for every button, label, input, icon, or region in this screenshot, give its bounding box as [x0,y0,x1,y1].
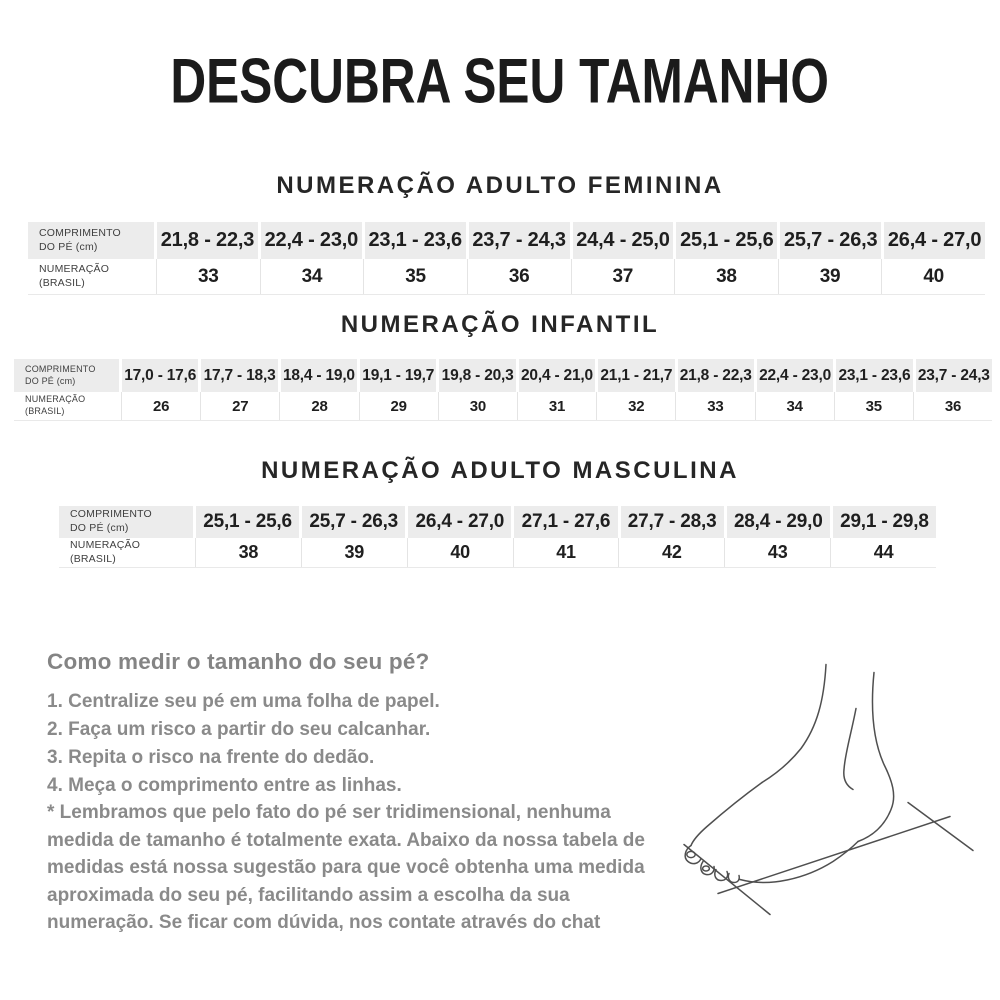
length-cell-value: 21,8 - 22,3 [160,229,255,251]
size-cell-value: 32 [628,397,645,415]
size-cell [201,392,280,420]
row-label-line: (BRASIL) [39,276,85,289]
size-table-infantil [14,359,992,421]
size-cell [572,259,676,294]
row-label-line: DO PÉ (cm) [39,240,98,253]
length-cell [201,359,280,392]
length-cell-value: 22,4 - 23,0 [759,366,832,384]
length-cell [302,506,408,538]
size-cell-value: 34 [786,397,803,415]
measure-line-sole [718,817,950,894]
length-cell [439,359,518,392]
row-label-cell [14,392,122,420]
size-cell-value: 33 [707,397,724,415]
size-cell [756,392,835,420]
row-sizes [59,538,936,568]
length-cell-value: 28,4 - 29,0 [733,511,823,532]
size-cell [157,259,261,294]
length-cell [727,506,833,538]
foot-back-leg-line [858,673,894,842]
length-cell [196,506,302,538]
length-cell [514,506,620,538]
row-lengths [14,359,992,392]
length-cell-value: 20,4 - 21,0 [521,366,593,384]
size-cell [725,538,831,567]
length-cell-value: 26,4 - 27,0 [415,511,505,532]
length-cell-value: 22,4 - 23,0 [264,229,359,251]
length-cell-value: 19,1 - 19,7 [362,366,435,384]
row-sizes [14,392,992,421]
size-table-feminina [28,222,985,295]
length-cell-value: 21,1 - 21,7 [600,366,673,384]
length-cell [122,359,201,392]
length-cell-value: 27,7 - 28,3 [627,511,717,532]
foot-measurement-drawing [678,662,988,937]
size-cell [779,259,883,294]
row-lengths [59,506,936,538]
size-cell [302,538,408,567]
foot-toenail-2 [703,866,710,871]
row-label-line: NUMERAÇÃO [25,394,86,405]
size-cell [676,392,755,420]
length-cell [573,222,677,259]
size-cell-value: 42 [662,542,682,562]
length-cell [408,506,514,538]
length-cell [598,359,677,392]
row-sizes [28,259,985,295]
length-cell [469,222,573,259]
length-cell-value: 25,1 - 25,6 [203,511,292,532]
row-lengths [28,222,985,259]
size-cell [619,538,725,567]
length-cell-value: 23,1 - 23,6 [838,366,911,384]
length-cell [281,359,360,392]
foot-front-leg-line [762,665,826,783]
size-cell-value: 40 [923,265,945,287]
length-cell-value: 19,8 - 20,3 [441,366,514,384]
size-cell-value: 33 [197,265,219,287]
size-cell-value: 39 [344,542,365,562]
size-cell-value: 36 [944,397,962,415]
length-cell-value: 18,4 - 19,0 [282,366,355,384]
row-label-cell [59,506,196,538]
row-label-line: DO PÉ (cm) [70,522,129,534]
howto-step-4: 4. Meça o comprimento entre as linhas. [47,775,402,796]
row-label-line: (BRASIL) [70,552,116,565]
size-cell [835,392,914,420]
length-cell-value: 24,4 - 25,0 [576,229,670,251]
size-cell [675,259,779,294]
length-cell-value: 23,7 - 24,3 [472,229,566,251]
size-cell [196,538,302,567]
length-cell [621,506,727,538]
length-cell [833,506,936,538]
size-cell-value: 35 [405,265,426,287]
row-label-cell [28,259,157,294]
row-label-cell [28,222,157,259]
howto-steps [47,688,440,800]
foot-ankle-inner-line [844,709,856,790]
length-cell [676,222,780,259]
size-cell [831,538,936,567]
size-cell-value: 37 [612,265,634,287]
size-cell-value: 43 [767,542,788,562]
length-cell [884,222,985,259]
size-cell-value: 29 [390,397,407,415]
measurement-disclaimer-note: * Lembramos que pelo fato do pé ser tridimensional, nenhuma medida de tamanho é totalmente exata. Abaixo da nossa tabela de medidas está nossa sugestão para que você obtenha uma medida aproximada do seu pé, facilitando assim a escolha da sua numeração. Se ficar com dúvida, nos contate através do chat [47,802,645,933]
row-label-line: NUMERAÇÃO [39,262,110,275]
foot-sole-line [740,842,858,883]
size-cell-value: 35 [865,397,882,415]
length-cell-value: 17,0 - 17,6 [124,366,197,384]
size-cell-value: 34 [301,265,323,287]
length-cell-value: 25,7 - 26,3 [309,511,399,532]
length-cell-value: 26,4 - 27,0 [887,229,982,251]
size-cell [364,259,468,294]
page-title [0,46,1000,117]
section-heading-infantil: NUMERAÇÃO INFANTIL [340,311,660,338]
size-cell-value: 28 [311,397,328,415]
length-cell [365,222,469,259]
row-label-line: NUMERAÇÃO [70,538,141,551]
size-cell [597,392,676,420]
size-cell-value: 26 [152,397,170,415]
length-cell [780,222,884,259]
row-label-line: COMPRIMENTO [25,363,96,374]
howto-step-1: 1. Centralize seu pé em uma folha de papel. [47,691,440,712]
measure-line-toe-cross [684,845,770,915]
row-label-cell [14,359,122,392]
row-label-line: DO PÉ (cm) [25,375,76,386]
length-cell [678,359,757,392]
size-cell [280,392,359,420]
length-cell-value: 23,7 - 24,3 [917,366,990,384]
size-cell-value: 38 [238,542,259,562]
length-cell-value: 25,7 - 26,3 [783,229,878,251]
size-cell-value: 38 [716,265,737,287]
length-cell [916,359,992,392]
length-cell [360,359,439,392]
length-cell-value: 17,7 - 18,3 [203,366,276,384]
size-cell [261,259,365,294]
size-cell [439,392,518,420]
size-cell-value: 30 [469,397,486,415]
section-heading-feminina: NUMERAÇÃO ADULTO FEMININA [276,172,724,199]
size-table-masculina [59,506,936,568]
howto-step-3: 3. Repita o risco na frente do dedão. [47,747,375,768]
size-cell [468,259,572,294]
howto-step-2: 2. Faça um risco a partir do seu calcanhar. [47,719,431,740]
size-cell [882,259,985,294]
length-cell [157,222,261,259]
length-cell-value: 21,8 - 22,3 [679,366,752,384]
length-cell-value: 29,1 - 29,8 [840,511,929,532]
size-cell-value: 44 [873,542,894,562]
size-cell [514,538,620,567]
length-cell-value: 25,1 - 25,6 [680,229,774,251]
length-cell [261,222,365,259]
length-cell [836,359,915,392]
size-cell [914,392,992,420]
length-cell-value: 23,1 - 23,6 [368,229,462,251]
length-cell [757,359,836,392]
row-label-line: COMPRIMENTO [70,508,152,521]
size-cell [122,392,201,420]
size-cell-value: 40 [450,542,470,562]
size-cell-value: 41 [556,542,576,562]
size-cell-value: 39 [819,265,841,287]
size-cell [408,538,514,567]
row-label-line: COMPRIMENTO [39,226,121,239]
foot-top-line [691,783,762,846]
size-cell [360,392,439,420]
row-label-cell [59,538,196,567]
length-cell-value: 27,1 - 27,6 [521,511,611,532]
page-title-text: DESCUBRA SEU TAMANHO [170,46,830,117]
section-heading-masculina: NUMERAÇÃO ADULTO MASCULINA [261,457,739,484]
length-cell [519,359,598,392]
size-cell-value: 27 [232,397,249,415]
size-cell-value: 31 [548,397,566,415]
row-label-line: (BRASIL) [25,406,65,416]
size-cell [518,392,597,420]
howto-heading: Como medir o tamanho do seu pé? [47,649,430,674]
size-cell-value: 36 [508,265,530,287]
